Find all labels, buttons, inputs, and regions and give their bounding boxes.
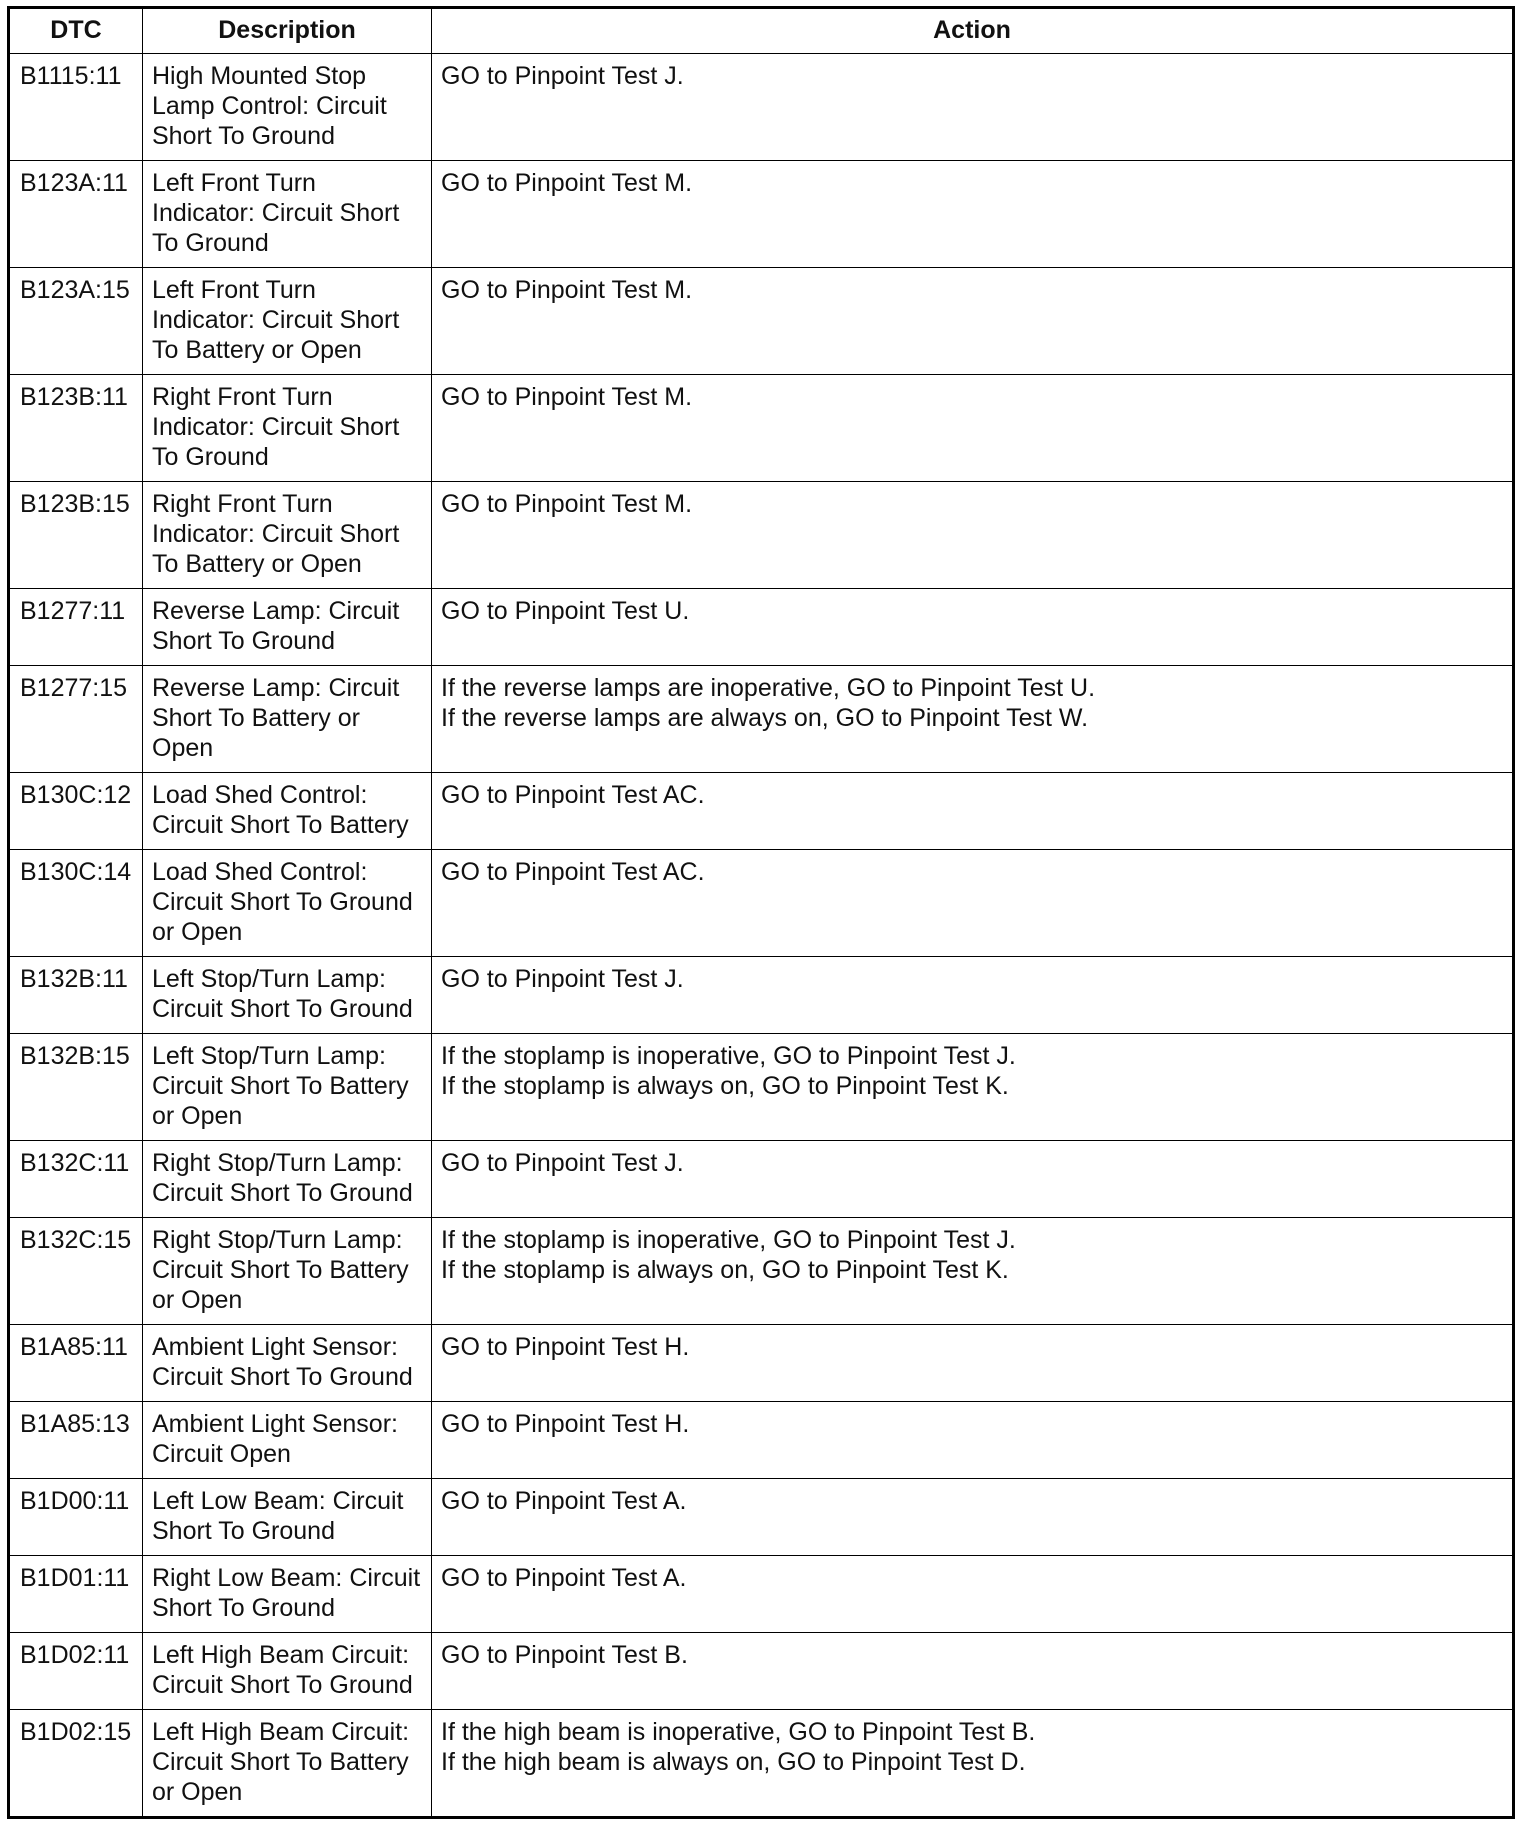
- description-line: Left Stop/Turn Lamp:: [152, 1042, 386, 1070]
- action-cell: [432, 1710, 1514, 1818]
- description-line: or Open: [152, 918, 243, 946]
- description-cell: [143, 161, 432, 268]
- table-header-row: [9, 8, 1514, 54]
- action-line: GO to Pinpoint Test AC.: [441, 781, 705, 809]
- table-row: [9, 850, 1514, 957]
- table-row: [9, 666, 1514, 773]
- table-row: [9, 482, 1514, 589]
- action-line: If the high beam is inoperative, GO to Pinpoint Test B.: [441, 1718, 1036, 1746]
- action-cell: [432, 54, 1514, 161]
- action-line: GO to Pinpoint Test J.: [441, 965, 684, 993]
- description-cell: [143, 1218, 432, 1325]
- action-line: GO to Pinpoint Test M.: [441, 490, 693, 518]
- action-cell: [432, 1141, 1514, 1218]
- description-line: Circuit Short To Ground: [152, 995, 413, 1023]
- header-description: Description: [143, 8, 432, 54]
- table-row: [9, 161, 1514, 268]
- description-line: Right Front Turn: [152, 490, 333, 518]
- description-line: Indicator: Circuit Short: [152, 413, 400, 441]
- dtc-code-cell: B132C:15: [9, 1218, 143, 1325]
- table-row: [9, 268, 1514, 375]
- table-body: [9, 54, 1514, 1818]
- description-line: Ambient Light Sensor:: [152, 1410, 398, 1438]
- description-line: Reverse Lamp: Circuit: [152, 597, 400, 625]
- description-line: Circuit Short To Battery: [152, 1072, 409, 1100]
- action-cell: [432, 1218, 1514, 1325]
- dtc-code-cell: B1A85:13: [9, 1402, 143, 1479]
- description-line: To Battery or Open: [152, 336, 362, 364]
- action-line: If the reverse lamps are always on, GO to Pinpoint Test W.: [441, 704, 1089, 732]
- description-cell: [143, 268, 432, 375]
- description-line: or Open: [152, 1286, 243, 1314]
- action-line: If the high beam is always on, GO to Pinpoint Test D.: [441, 1748, 1026, 1776]
- dtc-code-cell: B132C:11: [9, 1141, 143, 1218]
- action-cell: [432, 482, 1514, 589]
- description-line: Load Shed Control:: [152, 858, 368, 886]
- action-cell: [432, 1633, 1514, 1710]
- description-line: Circuit Short To Battery: [152, 1256, 409, 1284]
- description-line: Left Stop/Turn Lamp:: [152, 965, 386, 993]
- action-line: GO to Pinpoint Test J.: [441, 62, 684, 90]
- description-line: Circuit Short To Ground: [152, 1671, 413, 1699]
- description-cell: [143, 1556, 432, 1633]
- action-line: GO to Pinpoint Test H.: [441, 1333, 690, 1361]
- dtc-code-cell: B1D02:15: [9, 1710, 143, 1818]
- dtc-code-cell: B123B:11: [9, 375, 143, 482]
- dtc-code-cell: B1A85:11: [9, 1325, 143, 1402]
- description-line: Left Front Turn: [152, 276, 316, 304]
- description-line: Left Front Turn: [152, 169, 316, 197]
- action-cell: [432, 589, 1514, 666]
- dtc-code-cell: B132B:15: [9, 1034, 143, 1141]
- description-cell: [143, 482, 432, 589]
- action-line: GO to Pinpoint Test M.: [441, 276, 693, 304]
- description-cell: [143, 957, 432, 1034]
- description-cell: [143, 850, 432, 957]
- table-row: [9, 1218, 1514, 1325]
- action-cell: [432, 666, 1514, 773]
- action-line: GO to Pinpoint Test M.: [441, 169, 693, 197]
- description-line: Circuit Short To Battery: [152, 1748, 409, 1776]
- table-row: [9, 1479, 1514, 1556]
- action-cell: [432, 375, 1514, 482]
- description-line: Load Shed Control:: [152, 781, 368, 809]
- action-line: If the stoplamp is inoperative, GO to Pinpoint Test J.: [441, 1226, 1016, 1254]
- description-cell: [143, 1034, 432, 1141]
- action-cell: [432, 850, 1514, 957]
- dtc-code-cell: B123B:15: [9, 482, 143, 589]
- description-line: Right Stop/Turn Lamp:: [152, 1149, 403, 1177]
- action-cell: [432, 268, 1514, 375]
- action-cell: [432, 1402, 1514, 1479]
- dtc-code-cell: B123A:11: [9, 161, 143, 268]
- description-line: High Mounted Stop: [152, 62, 367, 90]
- description-line: Lamp Control: Circuit: [152, 92, 387, 120]
- header-dtc: DTC: [9, 8, 143, 54]
- table-row: [9, 589, 1514, 666]
- action-cell: [432, 957, 1514, 1034]
- table-row: [9, 1633, 1514, 1710]
- dtc-code-cell: B130C:12: [9, 773, 143, 850]
- description-line: Circuit Short To Ground: [152, 1179, 413, 1207]
- action-line: GO to Pinpoint Test M.: [441, 383, 693, 411]
- description-line: Indicator: Circuit Short: [152, 306, 400, 334]
- description-line: Short To Ground: [152, 1594, 335, 1622]
- action-line: If the stoplamp is inoperative, GO to Pinpoint Test J.: [441, 1042, 1016, 1070]
- description-cell: [143, 1402, 432, 1479]
- description-line: Reverse Lamp: Circuit: [152, 674, 400, 702]
- description-line: Left Low Beam: Circuit: [152, 1487, 404, 1515]
- description-cell: [143, 589, 432, 666]
- description-cell: [143, 1325, 432, 1402]
- table-row: [9, 375, 1514, 482]
- action-line: GO to Pinpoint Test A.: [441, 1564, 687, 1592]
- description-cell: [143, 375, 432, 482]
- description-cell: [143, 773, 432, 850]
- header-action: Action: [432, 8, 1514, 54]
- dtc-code-cell: B1277:15: [9, 666, 143, 773]
- table-row: [9, 1556, 1514, 1633]
- description-cell: [143, 54, 432, 161]
- description-line: Left High Beam Circuit:: [152, 1718, 410, 1746]
- action-line: If the reverse lamps are inoperative, GO to Pinpoint Test U.: [441, 674, 1096, 702]
- table-row: [9, 957, 1514, 1034]
- description-line: or Open: [152, 1778, 243, 1806]
- description-line: Circuit Short To Battery: [152, 811, 409, 839]
- description-line: Indicator: Circuit Short: [152, 199, 400, 227]
- description-line: Right Front Turn: [152, 383, 333, 411]
- action-cell: [432, 773, 1514, 850]
- dtc-code-cell: B130C:14: [9, 850, 143, 957]
- table-row: [9, 1141, 1514, 1218]
- table-row: [9, 1402, 1514, 1479]
- action-cell: [432, 1479, 1514, 1556]
- action-cell: [432, 1325, 1514, 1402]
- description-cell: [143, 1141, 432, 1218]
- description-line: Short To Ground: [152, 627, 335, 655]
- action-line: GO to Pinpoint Test B.: [441, 1641, 688, 1669]
- description-cell: [143, 1479, 432, 1556]
- table-row: [9, 54, 1514, 161]
- dtc-table: [7, 6, 1515, 1819]
- action-line: GO to Pinpoint Test AC.: [441, 858, 705, 886]
- description-line: Right Stop/Turn Lamp:: [152, 1226, 403, 1254]
- description-cell: [143, 1633, 432, 1710]
- action-line: GO to Pinpoint Test J.: [441, 1149, 684, 1177]
- action-cell: [432, 1034, 1514, 1141]
- description-line: To Ground: [152, 443, 269, 471]
- dtc-code-cell: B1D01:11: [9, 1556, 143, 1633]
- action-line: If the stoplamp is always on, GO to Pinpoint Test K.: [441, 1072, 1009, 1100]
- dtc-code-cell: B1115:11: [9, 54, 143, 161]
- description-line: To Ground: [152, 229, 269, 257]
- action-line: GO to Pinpoint Test U.: [441, 597, 690, 625]
- description-cell: [143, 1710, 432, 1818]
- table-row: [9, 1325, 1514, 1402]
- action-cell: [432, 1556, 1514, 1633]
- action-line: GO to Pinpoint Test A.: [441, 1487, 687, 1515]
- table-row: [9, 1710, 1514, 1818]
- dtc-code-cell: B1D00:11: [9, 1479, 143, 1556]
- dtc-code-cell: B123A:15: [9, 268, 143, 375]
- description-line: Open: [152, 734, 214, 762]
- description-line: To Battery or Open: [152, 550, 362, 578]
- table-row: [9, 1034, 1514, 1141]
- description-line: Right Low Beam: Circuit: [152, 1564, 421, 1592]
- dtc-code-cell: B1D02:11: [9, 1633, 143, 1710]
- dtc-code-cell: B132B:11: [9, 957, 143, 1034]
- description-line: Short To Ground: [152, 122, 335, 150]
- description-line: or Open: [152, 1102, 243, 1130]
- dtc-code-cell: B1277:11: [9, 589, 143, 666]
- action-line: GO to Pinpoint Test H.: [441, 1410, 690, 1438]
- description-cell: [143, 666, 432, 773]
- description-line: Left High Beam Circuit:: [152, 1641, 410, 1669]
- description-line: Indicator: Circuit Short: [152, 520, 400, 548]
- table-row: [9, 773, 1514, 850]
- action-cell: [432, 161, 1514, 268]
- description-line: Ambient Light Sensor:: [152, 1333, 398, 1361]
- action-line: If the stoplamp is always on, GO to Pinpoint Test K.: [441, 1256, 1009, 1284]
- description-line: Short To Battery or: [152, 704, 360, 732]
- description-line: Circuit Short To Ground: [152, 888, 413, 916]
- description-line: Circuit Short To Ground: [152, 1363, 413, 1391]
- description-line: Short To Ground: [152, 1517, 335, 1545]
- description-line: Circuit Open: [152, 1440, 291, 1468]
